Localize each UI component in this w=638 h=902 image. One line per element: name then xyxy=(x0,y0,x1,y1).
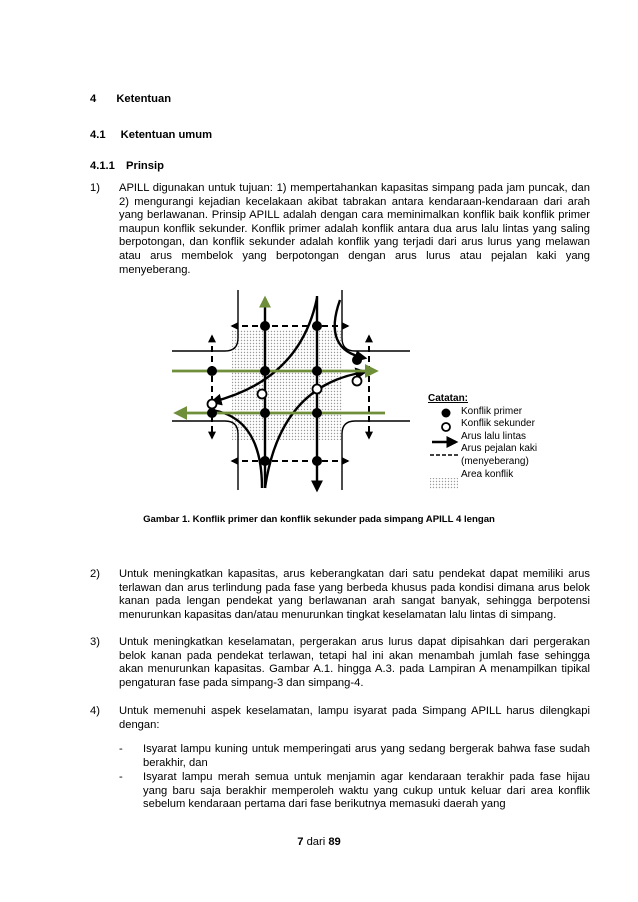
figure-caption: Gambar 1. Konflik primer dan konflik sekunder pada simpang APILL 4 lengan xyxy=(143,514,495,525)
bullet-2-text: Isyarat lampu merah semua untuk menjamin agar kendaraan terakhir pada fase hijau yang baru saja berakhir memperoleh waktu yang cukup untuk keluar dari area konflik sebelum kendaraan pertama dari fase berikutnya memasuki daerah yang xyxy=(143,771,590,811)
heading-4-1-1-text: Prinsip xyxy=(126,160,164,172)
bullet-2 xyxy=(119,771,590,812)
bullet-1-text: Isyarat lampu kuning untuk memperingati arus yang sedang bergerak bahwa fase sudah berakhir, dan xyxy=(143,743,590,769)
legend-traffic-label: Arus lalu lintas xyxy=(461,430,527,442)
heading-4-1-1-number: 4.1.1 xyxy=(90,160,115,172)
paragraph-2 xyxy=(90,568,590,622)
legend-pedestrian-label: Arus pejalan kaki xyxy=(461,443,538,455)
page-number: 7 xyxy=(297,836,304,848)
heading-4-1-number: 4.1 xyxy=(90,129,106,141)
paragraph-4-number: 4) xyxy=(90,705,100,717)
legend-pedestrian-label-2: (menyeberang) xyxy=(461,455,529,467)
heading-4-text: Ketentuan xyxy=(116,93,172,105)
legend-title: Catatan: xyxy=(428,393,469,404)
page-footer xyxy=(0,836,638,848)
paragraph-4-text: Untuk memenuhi aspek keselamatan, lampu isyarat pada Simpang APILL harus dilengkapi dengan: xyxy=(119,705,590,731)
page-separator: dari xyxy=(306,836,326,848)
heading-4-1-text: Ketentuan umum xyxy=(120,129,213,141)
bullet-1 xyxy=(119,743,590,770)
legend-area-label: Area konflik xyxy=(461,468,514,480)
paragraph-2-text: Untuk meningkatkan kapasitas, arus keberangkatan dari satu pendekat dapat memiliki arus terlawan dan arus terlindung pada fase yang berbeda khusus pada kondisi dimana arus belok kanan pada lengan pendekat yang berlawanan arah sangat banyak, sehingga berpotensi menurunkan kapasitas dan/atau menurunkan tingkat keselamatan lalu lintas di simpang. xyxy=(119,568,590,621)
legend-secondary-label: Konflik sekunder xyxy=(461,418,535,430)
paragraph-4 xyxy=(90,705,590,732)
page-total: 89 xyxy=(328,836,341,848)
bullet-2-dash: - xyxy=(119,771,123,783)
bullet-1-dash: - xyxy=(119,743,123,755)
paragraph-3-number: 3) xyxy=(90,636,100,648)
paragraph-1-text: APILL digunakan untuk tujuan: 1) mempertahankan kapasitas simpang pada jam puncak, dan 2) mengurangi kejadian kecelakaan akibat tabrakan antara kendaraan-kendaraan dari arah yang berlawanan. Prinsip APILL adalah dengan cara meminimalkan konflik baik konflik primer maupun konflik sekunder. Konflik primer adalah konflik antara dua arus lalu lintas yang saling berpotongan, dan konflik sekunder adalah konflik yang terjadi dari arus lurus yang melawan atau arus membelok yang berpotongan dengan arus lurus atau pejalan kaki yang menyeberang. xyxy=(119,182,590,276)
paragraph-3-text: Untuk meningkatkan keselamatan, pergerakan arus lurus dapat dipisahkan dari pergerakan belok kanan pada pendekat terlawan, tetapi hal ini akan menambah jumlah fase sehingga akan menurunkan kapasitas. Gambar A.1. hingga A.3. pada Lampiran A menampilkan tipikal pengaturan fase pada simpang-3 dan simpang-4. xyxy=(119,636,590,689)
heading-4-number: 4 xyxy=(90,93,97,105)
paragraph-1-number: 1) xyxy=(90,182,100,194)
paragraph-3 xyxy=(90,636,590,690)
figure-legend xyxy=(428,393,537,481)
legend-primary-label: Konflik primer xyxy=(461,405,523,417)
paragraph-2-number: 2) xyxy=(90,568,100,580)
